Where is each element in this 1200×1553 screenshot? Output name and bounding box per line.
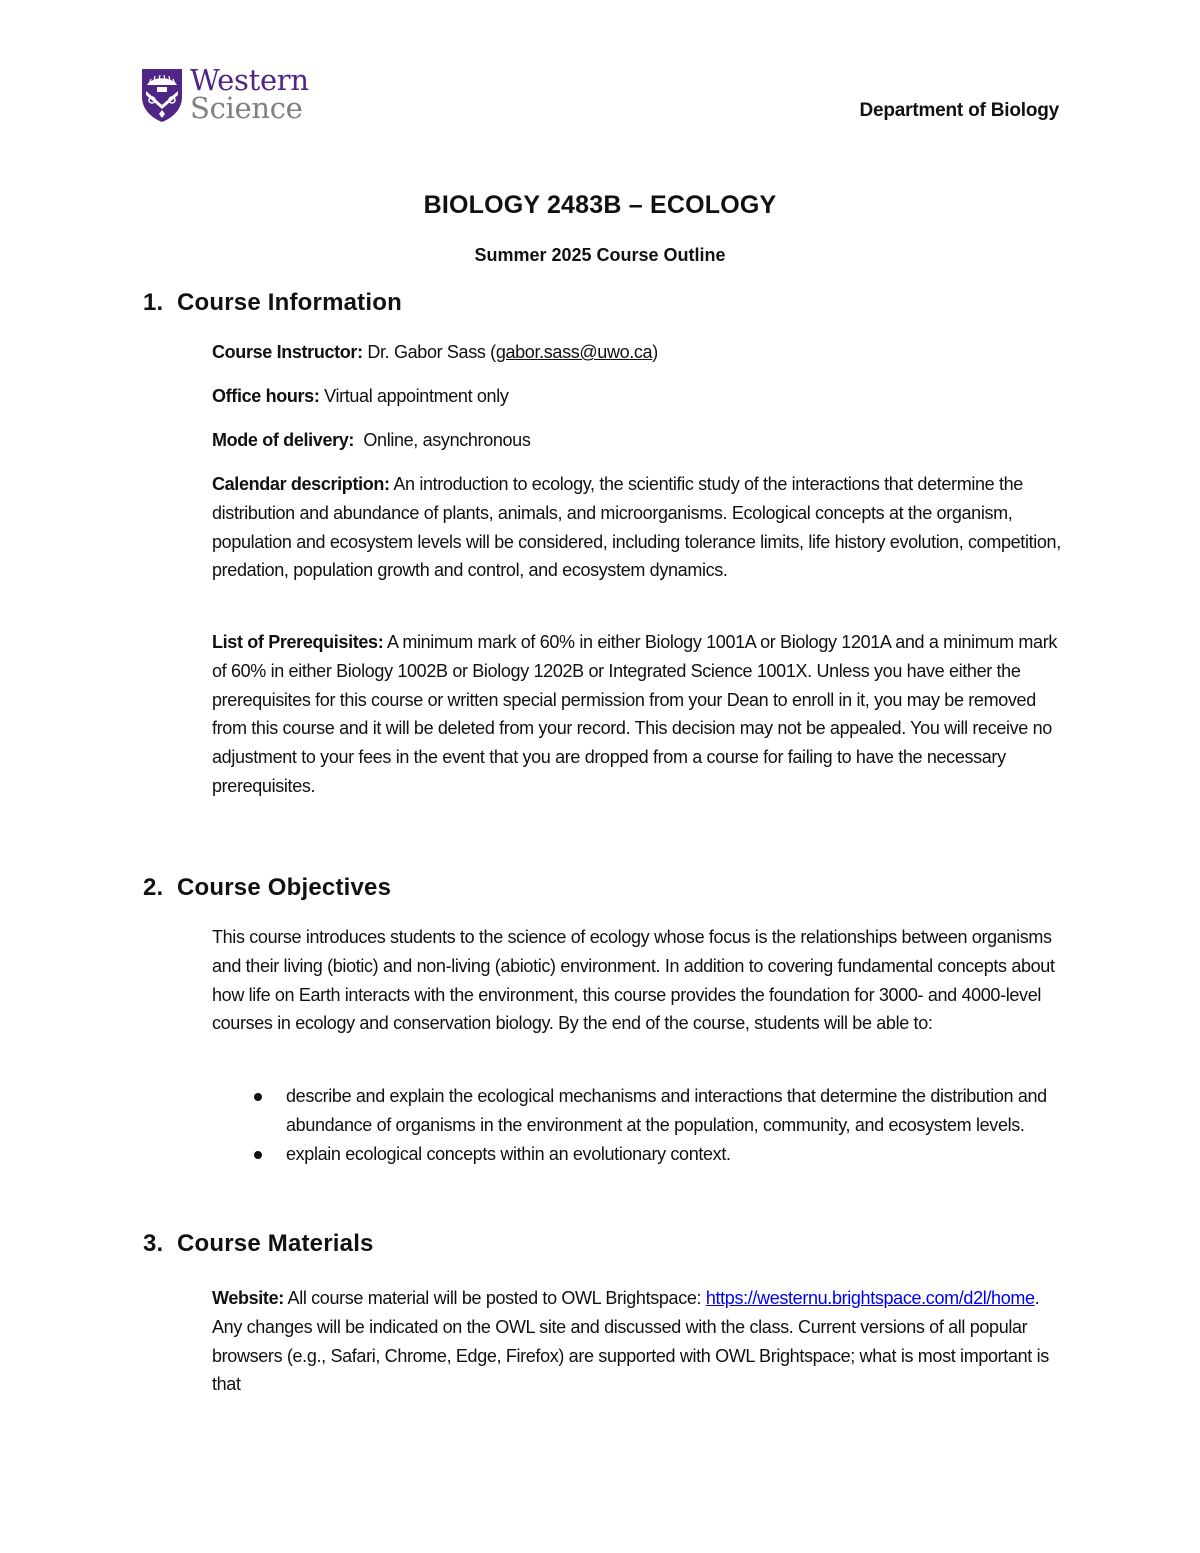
section-number: 1.	[143, 289, 164, 316]
instructor-field	[212, 338, 1062, 367]
course-subtitle: Summer 2025 Course Outline	[474, 245, 726, 265]
section-title: Course Materials	[177, 1230, 374, 1257]
instructor-value: Dr. Gabor Sass (	[362, 342, 496, 362]
list-item	[212, 1082, 1062, 1140]
prerequisites-field	[212, 628, 1062, 801]
bullet-icon	[254, 1093, 262, 1101]
section-heading-course-materials	[143, 1230, 374, 1258]
logo-western-text: Western	[190, 63, 309, 98]
calendar-label: Calendar description:	[212, 474, 390, 494]
objectives-intro	[212, 923, 1062, 1038]
section-number: 2.	[143, 874, 164, 901]
section-heading-course-information	[143, 289, 402, 317]
list-item	[212, 1140, 1062, 1169]
website-field	[212, 1284, 1062, 1399]
mode-label: Mode of delivery:	[212, 430, 355, 450]
prerequisites-value: A minimum mark of 60% in either Biology 1001A or Biology 1201A and a minimum mark of 60% in either Biology 1002B or Biology 1202B or Integrated Science 1001X. Unless you have either the prerequisites for this course or written special permission from your Dean to enroll in it, you may be removed from this course and it will be deleted from your record. This decision may not be appealed. You will receive no adjustment to your fees in the event that you are dropped from a course for failing to have the necessary prerequisites.	[212, 632, 1057, 796]
section-number: 3.	[143, 1230, 164, 1257]
objective-text: describe and explain the ecological mechanisms and interactions that determine the distribution and abundance of organisms in the environment at the population, community, and ecosystem levels.	[286, 1086, 1047, 1135]
owl-brightspace-link[interactable]: https://westernu.brightspace.com/d2l/home	[705, 1288, 1035, 1308]
western-shield-crest-icon	[140, 67, 184, 123]
website-text-after: . Any changes will be indicated on the OWL site and discussed with the class. Current versions of all popular browsers (e.g., Safari, Chrome, Edge, Firefox) are supported with OWL Brightspace; what is most important is that	[212, 1288, 1049, 1395]
calendar-value: An introduction to ecology, the scientific study of the interactions that determine the distribution and abundance of plants, animals, and microorganisms. Ecological concepts at the organism, population and ecosystem levels will be considered, including tolerance limits, life history evolution, competition, predation, population growth and control, and ecosystem dynamics.	[212, 474, 1061, 581]
instructor-value-suffix: )	[652, 342, 658, 362]
office-hours-value: Virtual appointment only	[319, 386, 509, 406]
section-title: Course Information	[177, 289, 402, 316]
office-hours-label: Office hours:	[212, 386, 320, 406]
mode-value: Online, asynchronous	[354, 430, 531, 450]
mode-of-delivery-field	[212, 426, 1062, 455]
course-title: BIOLOGY 2483B – ECOLOGY	[423, 191, 777, 219]
objective-text: explain ecological concepts within an evolutionary context.	[286, 1143, 731, 1164]
department-name: Department of Biology	[859, 100, 1059, 121]
objectives-intro-text: This course introduces students to the science of ecology whose focus is the relationships between organisms and their living (biotic) and non-living (abiotic) environment. In addition to covering fundamental concepts about how life on Earth interacts with the environment, this course provides the foundation for 3000- and 4000-level courses in ecology and conservation biology. By the end of the course, students will be able to:	[212, 927, 1055, 1034]
website-text-before: All course material will be posted to OWL Brightspace:	[283, 1288, 706, 1308]
instructor-email-link[interactable]: gabor.sass@uwo.ca	[495, 342, 653, 362]
website-label: Website:	[212, 1288, 284, 1308]
bullet-icon	[254, 1151, 262, 1159]
section-title: Course Objectives	[177, 874, 392, 901]
calendar-description-field	[212, 470, 1062, 585]
western-science-logo	[140, 63, 309, 125]
section-heading-course-objectives	[143, 874, 391, 902]
prerequisites-label: List of Prerequisites:	[212, 632, 384, 652]
instructor-label: Course Instructor:	[212, 342, 363, 362]
logo-science-text: Science	[190, 91, 303, 125]
office-hours-field	[212, 382, 1062, 411]
objectives-list	[212, 1082, 1062, 1168]
